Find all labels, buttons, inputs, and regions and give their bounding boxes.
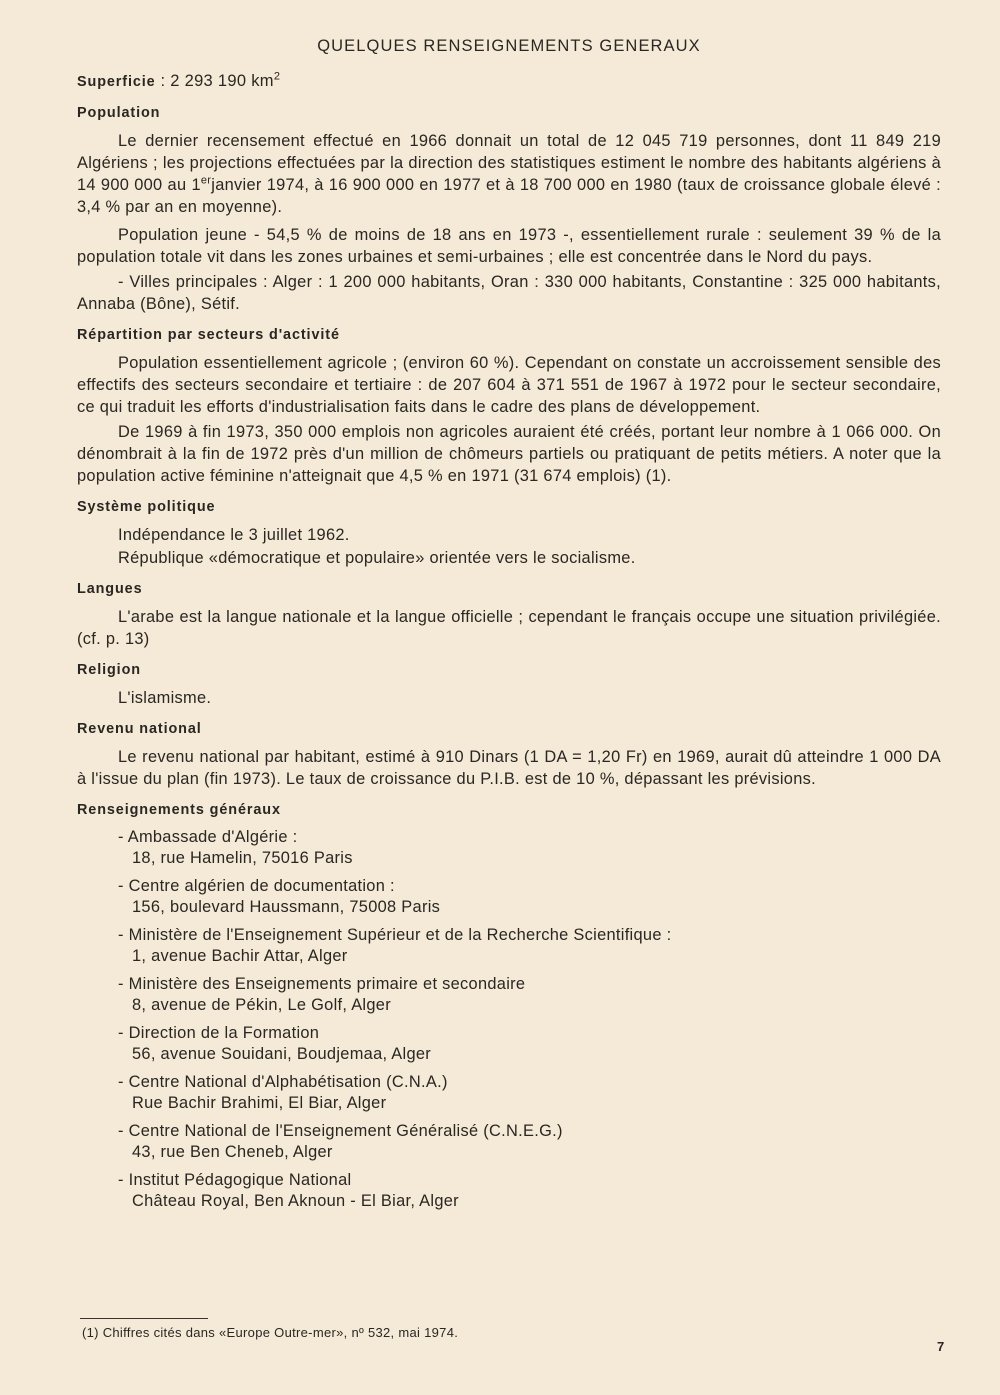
address-item-address: 1, avenue Bachir Attar, Alger [132,947,348,965]
address-item [118,827,941,869]
langues-paragraph: L'arabe est la langue nationale et la langue officielle ; cependant le français occupe une situation privilégiée. (cf. p. 13) [77,608,941,648]
address-item [118,1072,941,1114]
address-item-address: Rue Bachir Brahimi, El Biar, Alger [132,1094,387,1112]
section-heading-religion: Religion [77,662,141,678]
superficie-exponent: 2 [273,70,281,83]
address-item-name: - Centre National de l'Enseignement Généralisé (C.N.E.G.) [118,1122,563,1140]
document-body [77,70,941,1219]
superficie-value: : 2 293 190 km [155,72,274,90]
address-item [118,1121,941,1163]
address-item [118,1170,941,1212]
section-heading-renseignements: Renseignements généraux [77,802,281,818]
address-item-address: Château Royal, Ben Aknoun - El Biar, Alger [132,1192,459,1210]
repartition-paragraph-2: De 1969 à fin 1973, 350 000 emplois non agricoles auraient été créés, portant leur nombre à 1 066 000. On dénombrait à la fin de 1972 près d'un million de chômeurs partiels ou pratiquant de petits métiers. A noter que la population active féminine n'atteignait que 4,5 % en 1971 (31 674 emplois) (1). [77,423,941,485]
footnote: (1) Chiffres cités dans «Europe Outre-mer», nº 532, mai 1974. [82,1325,459,1340]
revenu-paragraph: Le revenu national par habitant, estimé à 910 Dinars (1 DA = 1,20 Fr) en 1969, aurait dû atteindre 1 000 DA à l'issue du plan (fin 1973). Le taux de croissance du P.I.B. est de 10 %, dépassant les prévisions. [77,748,941,788]
population-paragraph-2: Population jeune - 54,5 % de moins de 18 ans en 1973 -, essentiellement rurale : seulement 39 % de la population totale vit dans les zones urbaines et semi-urbaines ; elle est concentrée dans le Nord du pays. [77,226,941,266]
address-item [118,974,941,1016]
address-item-name: - Ministère des Enseignements primaire et secondaire [118,975,526,993]
population-paragraph-1 [77,130,941,218]
address-item-name: - Direction de la Formation [118,1024,320,1042]
address-item-name: - Centre algérien de documentation : [118,877,395,895]
section-heading-population: Population [77,105,161,121]
address-item-address: 18, rue Hamelin, 75016 Paris [132,849,353,867]
page-title: QUELQUES RENSEIGNEMENTS GENERAUX [317,37,701,55]
section-heading-langues: Langues [77,581,143,597]
address-item-name: - Ministère de l'Enseignement Supérieur et de la Recherche Scientifique : [118,926,672,944]
address-item [118,925,941,967]
superficie-line [77,70,941,93]
address-item [118,876,941,918]
address-item-address: 56, avenue Souidani, Boudjemaa, Alger [132,1045,432,1063]
address-item [118,1023,941,1065]
page-number: 7 [937,1339,945,1354]
address-item-address: 156, boulevard Haussmann, 75008 Paris [132,898,441,916]
address-item-name: - Ambassade d'Algérie : [118,828,298,846]
section-heading-repartition: Répartition par secteurs d'activité [77,327,340,343]
footnote-separator [80,1318,208,1319]
population-p1-superscript: er [200,174,212,187]
section-heading-systeme: Système politique [77,499,216,515]
superficie-label: Superficie [77,74,156,90]
population-paragraph-3: - Villes principales : Alger : 1 200 000 habitants, Oran : 330 000 habitants, Constantine : 325 000 habitants, Annaba (Bône), Sétif. [77,273,941,313]
address-item-name: - Centre National d'Alphabétisation (C.N.A.) [118,1073,448,1091]
population-p1-part-a: Le dernier recensement effectué en 1966 donnait un total de 12 045 719 personnes, dont 11 849 219 Algériens ; les projections effectuées par la direction des statistiques estiment le nombre des habitants algériens à 14 900 000 au 1 [77,132,941,194]
religion-line: L'islamisme. [118,689,212,707]
repartition-paragraph-1: Population essentiellement agricole ; (environ 60 %). Cependant on constate un accroissement sensible des effectifs des secteurs secondaire et tertiaire : de 207 604 à 371 551 de 1967 à 1972 pour le secteur secondaire, ce qui traduit les efforts d'industrialisation faits dans le cadre des plans de développement. [77,354,941,416]
section-heading-revenu: Revenu national [77,721,202,737]
systeme-line-2: République «démocratique et populaire» orientée vers le socialisme. [118,549,636,567]
address-item-address: 8, avenue de Pékin, Le Golf, Alger [132,996,391,1014]
address-item-name: - Institut Pédagogique National [118,1171,352,1189]
address-list [77,827,941,1212]
systeme-line-1: Indépendance le 3 juillet 1962. [118,526,350,544]
address-item-address: 43, rue Ben Cheneb, Alger [132,1143,333,1161]
population-p1-part-b: janvier 1974, à 16 900 000 en 1977 et à 18 700 000 en 1980 (taux de croissance globale élevé : 3,4 % par an en moyenne). [77,176,941,216]
